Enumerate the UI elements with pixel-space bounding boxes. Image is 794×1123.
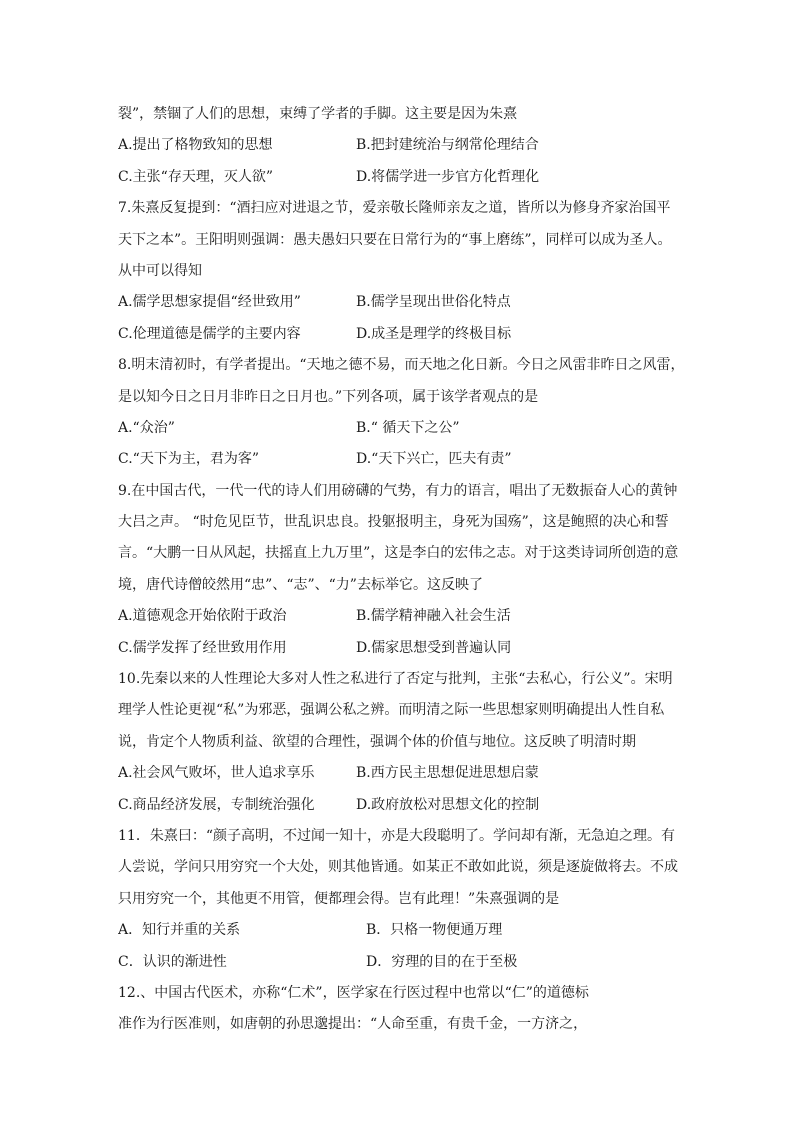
answer-option: C.“天下为主，君为客” <box>118 451 259 468</box>
answer-option: B.西方民主思想促进思想启蒙 <box>356 765 539 782</box>
text-line: 说，肯定个人物质利益、欲望的合理性，强调个体的价值与地位。这反映了明清时期 <box>118 733 636 750</box>
options-row <box>118 413 688 444</box>
answer-option: D．穷理的目的在于至极 <box>366 953 518 970</box>
answer-option: A.道德观念开始依附于政治 <box>118 608 287 625</box>
options-row <box>118 319 688 350</box>
options-row <box>118 758 688 789</box>
text-line: 理学人性论更视“私”为邪恶，强调公私之辨。而明清之际一些思想家则明确提出人性自私 <box>118 702 665 719</box>
text-line: 从中可以得知 <box>118 262 202 279</box>
text-line: 裂”，禁锢了人们的思想，束缚了学者的手脚。这主要是因为朱熹 <box>118 106 518 122</box>
text-line: 9.在中国古代，一代一代的诗人们用磅礴的气势，有力的语言，唱出了无数振奋人心的黄钟 <box>118 482 678 499</box>
options-row <box>118 130 688 161</box>
options-row <box>118 947 688 978</box>
answer-option: C.主张“存天理，灭人欲” <box>118 168 273 185</box>
text-line: 7.朱熹反复提到：“酒扫应对进退之节，爱亲敬长隆师亲友之道，皆所以为修身齐家治国平 <box>118 200 671 217</box>
options-row <box>118 444 688 475</box>
answer-option: B.儒学呈现出世俗化特点 <box>356 294 511 311</box>
answer-option: C.商品经济发展，专制统治强化 <box>118 796 315 813</box>
text-line: 大吕之声。 “时危见臣节，世乱识忠良。投躯报明主，身死为国殇”，这是鲍照的决心和誓 <box>118 514 669 531</box>
answer-option: C．认识的渐进性 <box>118 953 227 970</box>
text-line: 人尝说，学问只用穷究一个大处，则其他皆通。如某正不敢如此说，须是逐旋做将去。不成 <box>118 859 678 876</box>
text-line: 只用穷究一个，其他更不用管，便都理会得。岂有此理！”朱熹强调的是 <box>118 890 560 907</box>
answer-option: D.政府放松对思想文化的控制 <box>356 796 540 813</box>
answer-option: B.“ 循天下之公” <box>356 419 460 436</box>
options-row <box>118 915 688 946</box>
options-row <box>118 601 688 632</box>
options-row <box>118 162 688 193</box>
answer-option: D.“天下兴亡，匹夫有责” <box>356 451 512 468</box>
answer-option: C.伦理道德是儒学的主要内容 <box>118 325 301 342</box>
answer-option: D.成圣是理学的终极目标 <box>356 325 512 342</box>
options-row <box>118 633 688 664</box>
answer-option: A．知行并重的关系 <box>118 922 241 939</box>
text-line: 准作为行医准则，如唐朝的孙思邈提出：“人命至重，有贵千金，一方济之， <box>118 1016 588 1033</box>
answer-option: D.将儒学进一步官方化哲理化 <box>356 168 540 185</box>
answer-option: A.儒学思想家提倡“经世致用” <box>118 294 301 311</box>
answer-option: B．只格一物便通万理 <box>366 922 503 939</box>
text-line: 10.先秦以来的人性理论大多对人性之私进行了否定与批判，主张“去私心，行公义”。宋明 <box>118 671 673 688</box>
text-line: 是以知今日之日月非昨日之日月也。”下列各项，属于该学者观点的是 <box>118 388 539 405</box>
question-content <box>118 99 688 1041</box>
answer-option: A.社会风气败坏，世人追求享乐 <box>118 765 315 782</box>
text-line: 12.、中国古代医术，亦称“仁术”，医学家在行医过程中也常以“仁”的道德标 <box>118 984 589 1001</box>
answer-option: D.儒家思想受到普遍认同 <box>356 639 512 656</box>
options-row <box>118 287 688 318</box>
text-line: 言。“大鹏一日从风起，扶摇直上九万里”，这是李白的宏伟之志。对于这类诗词所创造的意 <box>118 545 679 562</box>
text-line: 境，唐代诗僧皎然用“忠”、“志”、“力”去标举它。这反映了 <box>118 576 483 593</box>
text-line: 8.明末清初时，有学者提出。“天地之德不易，而天地之化日新。今日之风雷非昨日之风雷， <box>118 357 685 374</box>
answer-option: B.儒学精神融入社会生活 <box>356 608 511 625</box>
text-line: 11．朱熹曰：“颜子高明，不过闻一知十，亦是大段聪明了。学问却有渐，无急迫之理。有 <box>118 827 675 844</box>
answer-option: A.提出了格物致知的思想 <box>118 137 273 154</box>
text-line: 天下之本”。王阳明则强调：愚夫愚妇只要在日常行为的“事上磨练”，同样可以成为圣人。 <box>118 231 672 248</box>
answer-option: A.“众治” <box>118 419 175 436</box>
answer-option: B.把封建统治与纲常伦理结合 <box>356 137 539 154</box>
answer-option: C.儒学发挥了经世致用作用 <box>118 639 287 656</box>
options-row <box>118 790 688 821</box>
